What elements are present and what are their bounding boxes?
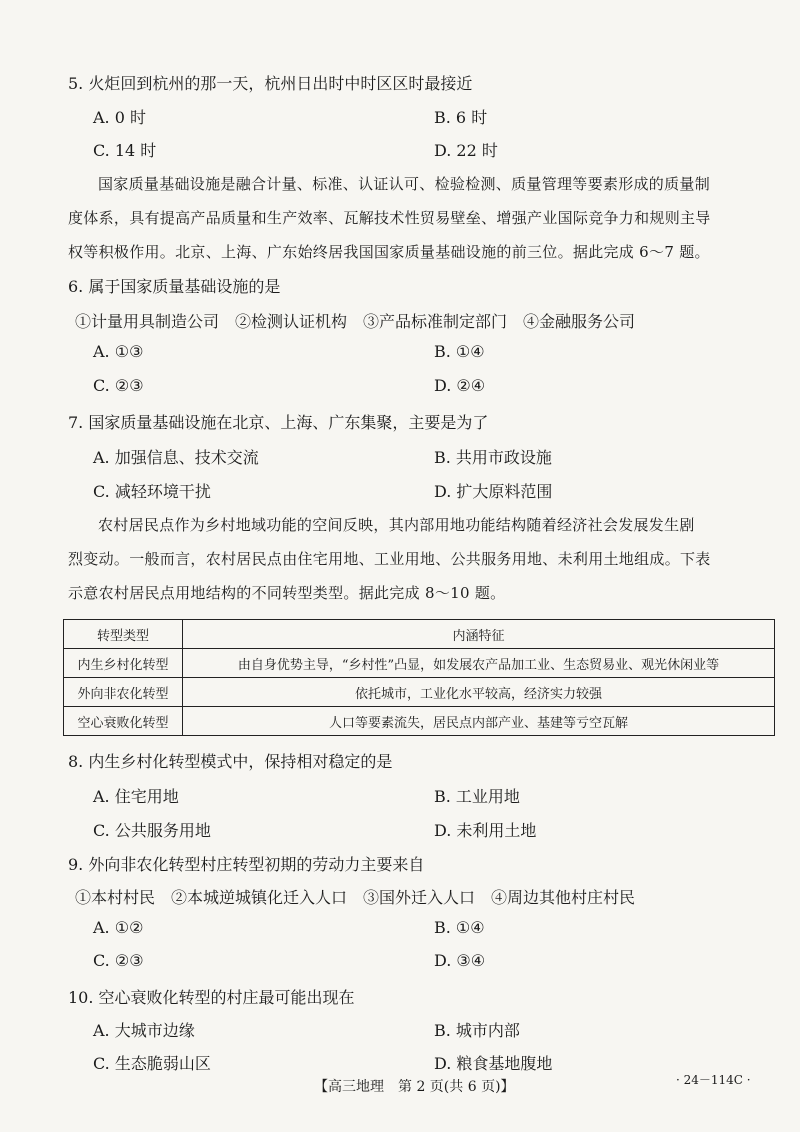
- q9-items: ①本村村民 ②本城逆城镇化迁入人口 ③国外迁入人口 ④周边其他村庄村民: [75, 888, 636, 907]
- question-8-stem: 8. 内生乡村化转型模式中，保持相对稳定的是: [68, 752, 393, 771]
- q6-option-c: C. ②③: [93, 376, 144, 395]
- question-9-stem: 9. 外向非农化转型村庄转型初期的劳动力主要来自: [68, 855, 425, 874]
- q6-option-d: D. ②④: [434, 376, 486, 395]
- question-6-stem: 6. 属于国家质量基础设施的是: [68, 277, 281, 296]
- q8-option-a: A. 住宅用地: [93, 787, 179, 806]
- q5-option-b: B. 6 时: [434, 108, 488, 127]
- q6-option-a: A. ①③: [93, 342, 144, 361]
- q8-option-d: D. 未利用土地: [434, 821, 537, 840]
- q6-option-b: B. ①④: [434, 342, 485, 361]
- q10-option-b: B. 城市内部: [434, 1021, 520, 1040]
- transformation-types-table: [63, 619, 775, 736]
- table-header-row: [64, 620, 775, 649]
- q6-items: ①计量用具制造公司 ②检测认证机构 ③产品标准制定部门 ④金融服务公司: [75, 312, 636, 331]
- table-row: [64, 678, 775, 707]
- table-cell-feature: 人口等要素流失，居民点内部产业、基建等亏空瓦解: [183, 707, 775, 736]
- table-cell-type: 内生乡村化转型: [64, 649, 183, 678]
- q10-option-d: D. 粮食基地腹地: [434, 1054, 553, 1073]
- material-2-line-1: 农村居民点作为乡村地域功能的空间反映，其内部用地功能结构随着经济社会发展发生剧: [98, 516, 695, 534]
- question-10-stem: 10. 空心衰败化转型的村庄最可能出现在: [68, 988, 355, 1007]
- table-cell-feature: 依托城市，工业化水平较高，经济实力较强: [183, 678, 775, 707]
- q9-option-d: D. ③④: [434, 951, 486, 970]
- q5-option-c: C. 14 时: [93, 141, 157, 160]
- q7-option-d: D. 扩大原料范围: [434, 482, 553, 501]
- q7-option-c: C. 减轻环境干扰: [93, 482, 211, 501]
- table-cell-feature: 由自身优势主导，“乡村性”凸显，如发展农产品加工业、生态贸易业、观光休闲业等: [183, 649, 775, 678]
- q8-option-c: C. 公共服务用地: [93, 821, 211, 840]
- q10-option-c: C. 生态脆弱山区: [93, 1054, 211, 1073]
- q10-option-a: A. 大城市边缘: [93, 1021, 195, 1040]
- q9-option-c: C. ②③: [93, 951, 144, 970]
- question-7-stem: 7. 国家质量基础设施在北京、上海、广东集聚，主要是为了: [68, 413, 489, 432]
- exam-code: · 24－114C ·: [676, 1073, 751, 1087]
- q7-option-b: B. 共用市政设施: [434, 448, 552, 467]
- q8-option-b: B. 工业用地: [434, 787, 520, 806]
- table-header-feature: 内涵特征: [183, 620, 775, 649]
- table-header-type: 转型类型: [64, 620, 183, 649]
- table-cell-type: 空心衰败化转型: [64, 707, 183, 736]
- material-2-line-2: 烈变动。一般而言，农村居民点由住宅用地、工业用地、公共服务用地、未利用土地组成。下表: [68, 550, 711, 568]
- material-2-line-3: 示意农村居民点用地结构的不同转型类型。据此完成 8～10 题。: [68, 584, 506, 602]
- q9-option-b: B. ①④: [434, 918, 485, 937]
- material-1-line-2: 度体系，具有提高产品质量和生产效率、瓦解技术性贸易壁垒、增强产业国际竞争力和规则主导: [68, 209, 711, 227]
- table-row: [64, 649, 775, 678]
- table-cell-type: 外向非农化转型: [64, 678, 183, 707]
- material-1-line-3: 权等积极作用。北京、上海、广东始终居我国国家质量基础设施的前三位。据此完成 6～7 题。: [68, 243, 710, 261]
- q5-option-d: D. 22 时: [434, 141, 498, 160]
- q5-option-a: A. 0 时: [93, 108, 146, 127]
- material-1-line-1: 国家质量基础设施是融合计量、标准、认证认可、检验检测、质量管理等要素形成的质量制: [98, 175, 711, 193]
- q9-option-a: A. ①②: [93, 918, 144, 937]
- q7-option-a: A. 加强信息、技术交流: [93, 448, 259, 467]
- table-row: [64, 707, 775, 736]
- question-5-stem: 5. 火炬回到杭州的那一天，杭州日出时中时区区时最接近: [68, 74, 473, 93]
- page-footer: 【高三地理 第 2 页(共 6 页)】: [314, 1079, 515, 1095]
